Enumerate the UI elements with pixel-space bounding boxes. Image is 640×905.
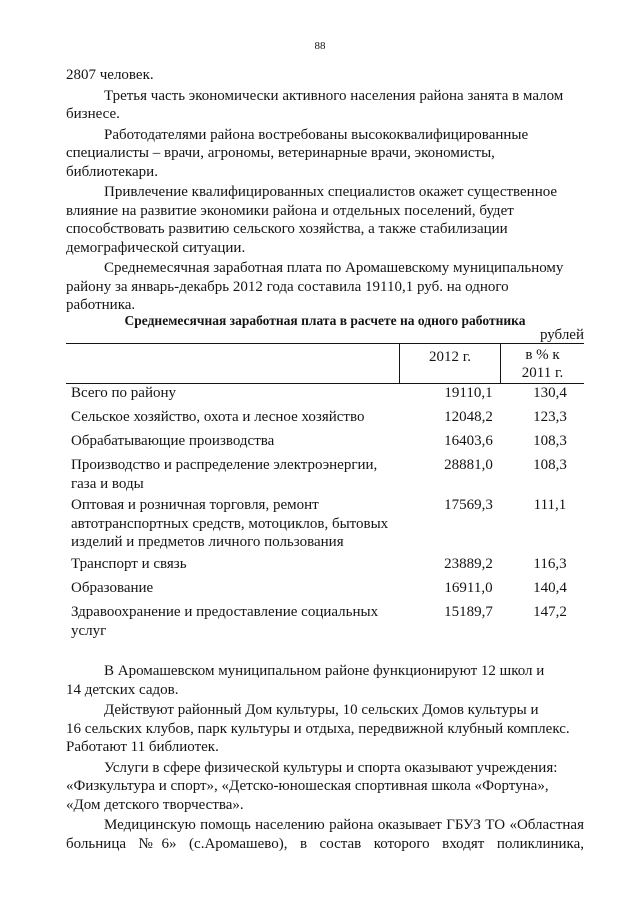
text-line: «Дом детского творчества». xyxy=(66,796,244,813)
row-label: изделий и предметов личного пользования xyxy=(71,534,344,550)
row-value-2012: 23889,2 xyxy=(444,556,493,572)
text-line: бизнесе. xyxy=(66,106,120,122)
text-line: Среднемесячная заработная плата по Аромашевскому муниципальному xyxy=(104,260,564,276)
text-line: Услуги в сфере физической культуры и спорта оказывают учреждения: xyxy=(104,759,558,776)
page-number: 88 xyxy=(314,40,326,52)
row-pct-2011: 116,3 xyxy=(533,556,567,572)
text-line: В Аромашевском муниципальном районе функционируют 12 школ и xyxy=(104,663,545,679)
text-line: району за январь-декабрь 2012 года составила 19110,1 руб. на одного xyxy=(66,278,509,295)
text-line: способствовать развитию сельского хозяйства, а также стабилизации xyxy=(66,221,508,237)
row-value-2012: 16911,0 xyxy=(444,580,493,596)
column-header-2012: 2012 г. xyxy=(429,349,471,365)
column-header-pct xyxy=(501,346,584,382)
text-line: Третья часть экономически активного населения района занята в малом xyxy=(104,87,564,104)
text-line: больница №6» (с.Аромашево), в состав которого входят поликлиника, xyxy=(66,835,584,852)
text-line: Работают 11 библиотек. xyxy=(66,739,219,755)
text-line: Работодателями района востребованы высококвалифицированные xyxy=(104,126,529,143)
row-pct-2011: 140,4 xyxy=(533,580,567,596)
paragraph xyxy=(66,816,584,853)
text-line: работника. xyxy=(66,297,136,313)
paragraph xyxy=(66,183,584,257)
body-text-bottom xyxy=(66,662,584,853)
row-pct-2011: 111,1 xyxy=(533,497,567,513)
row-label: газа и воды xyxy=(71,475,144,492)
text-line: 16 сельских клубов, парк культуры и отдыха, передвижной клубный комплекс. xyxy=(66,720,570,737)
text-line: 2807 человек. xyxy=(66,67,154,83)
row-value-2012: 16403,6 xyxy=(444,433,493,449)
column-header-pct-line: 2011 г. xyxy=(521,365,564,381)
row-label: автотранспортных средств, мотоциклов, бытовых xyxy=(71,515,389,532)
paragraph xyxy=(66,701,584,757)
row-value-2012: 12048,2 xyxy=(444,409,493,425)
text-line: влияние на развитие экономики района и отдельных поселений, будет xyxy=(66,202,514,219)
paragraph xyxy=(66,126,584,182)
text-line: Медицинскую помощь населению района оказывает ГБУЗ ТО «Областная xyxy=(104,817,584,833)
paragraph xyxy=(66,87,584,124)
table-unit: рублей xyxy=(539,327,584,343)
paragraph xyxy=(66,662,584,699)
row-pct-2011: 108,3 xyxy=(533,433,567,449)
text-line: «Физкультура и спорт», «Детско-юношеская спортивная школа «Фортуна», xyxy=(66,778,549,794)
row-label: Транспорт и связь xyxy=(71,556,187,572)
text-line: библиотекари. xyxy=(66,163,158,180)
text-line: Привлечение квалифицированных специалистов окажет существенное xyxy=(104,184,558,200)
row-label: Образование xyxy=(71,580,154,596)
body-text-top xyxy=(66,66,584,315)
text-line: 14 детских садов. xyxy=(66,681,179,698)
text-line: Действуют районный Дом культуры, 10 сельских Домов культуры и xyxy=(104,702,539,718)
row-label: Производство и распределение электроэнергии, xyxy=(71,457,378,473)
row-label: Обрабатывающие производства xyxy=(71,433,275,449)
table-title: Среднемесячная заработная плата в расчете на одного работника xyxy=(124,313,526,328)
row-pct-2011: 123,3 xyxy=(533,409,567,425)
row-pct-2011: 130,4 xyxy=(533,385,567,401)
row-label: Оптовая и розничная торговля, ремонт xyxy=(71,497,319,513)
row-value-2012: 15189,7 xyxy=(444,604,493,620)
column-header-pct-line: в % к xyxy=(525,347,560,363)
row-value-2012: 19110,1 xyxy=(444,385,493,401)
row-label: Сельское хозяйство, охота и лесное хозяйство xyxy=(71,409,365,425)
row-label: услуг xyxy=(71,622,107,639)
row-pct-2011: 108,3 xyxy=(533,457,567,473)
table-top-rule xyxy=(66,343,584,344)
paragraph xyxy=(66,259,584,315)
row-value-2012: 17569,3 xyxy=(444,497,493,513)
paragraph xyxy=(66,759,584,815)
row-label: Всего по району xyxy=(71,385,177,401)
text-line: демографической ситуации. xyxy=(66,239,246,256)
row-value-2012: 28881,0 xyxy=(444,457,493,473)
text-line: специалисты – врачи, агрономы, ветеринарные врачи, экономисты, xyxy=(66,145,495,161)
row-label: Здравоохранение и предоставление социальных xyxy=(71,604,379,620)
row-pct-2011: 147,2 xyxy=(533,604,567,620)
